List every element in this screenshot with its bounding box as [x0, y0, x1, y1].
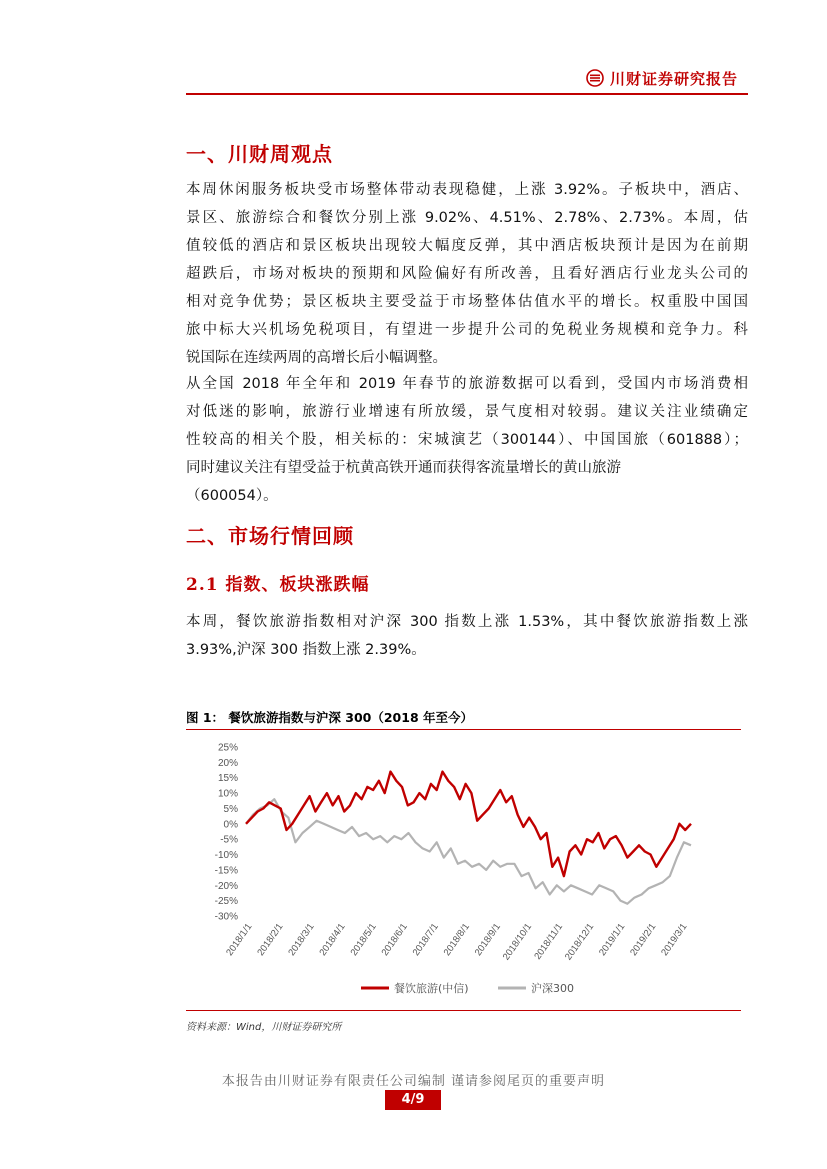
section-1-paragraph-2 [186, 370, 748, 510]
x-tick-label: 2018/2/1 [255, 921, 286, 959]
paragraph-line: 相对竞争优势；景区板块主要受益于市场整体估值水平的增长。权重股中国国 [186, 294, 748, 310]
page-number: 4/9 [385, 1090, 441, 1110]
paragraph-line: 本周休闲服务板块受市场整体带动表现稳健，上涨 3.92%。子板块中，酒店、 [186, 182, 748, 198]
paragraph-line: （600054）。 [186, 488, 278, 504]
paragraph-line: 超跌后，市场对板块的预期和风险偏好有所改善，且看好酒店行业龙头公司的 [186, 266, 748, 282]
x-tick-label: 2018/6/1 [379, 921, 410, 959]
paragraph-line: 景区、旅游综合和餐饮分别上涨 9.02%、4.51%、2.78%、2.73%。本周，估 [186, 210, 748, 226]
y-tick-label: 0% [223, 819, 238, 831]
x-tick-label: 2018/1/1 [224, 921, 255, 959]
y-tick-label: 5% [223, 803, 238, 815]
x-tick-label: 2018/7/1 [410, 921, 441, 959]
y-tick-label: -25% [214, 896, 238, 908]
y-tick-label: -20% [214, 880, 238, 892]
section-1-paragraph-1 [186, 176, 748, 372]
section-2-title: 二、市场行情回顾 [186, 524, 354, 548]
y-tick-label: 10% [217, 788, 238, 800]
paragraph-line: 旅中标大兴机场免税项目，有望进一步提升公司的免税业务规模和竞争力。科 [186, 322, 748, 338]
header-rule [186, 93, 748, 95]
x-tick-label: 2019/2/1 [628, 921, 659, 959]
y-tick-label: -15% [214, 865, 238, 877]
paragraph-line: 对低迷的影响，旅游行业增速有所放缓，景气度相对较弱。建议关注业绩确定 [186, 404, 748, 420]
x-tick-label: 2018/11/1 [532, 921, 566, 962]
paragraph-line: 本周，餐饮旅游指数相对沪深 300 指数上涨 1.53%，其中餐饮旅游指数上涨 [186, 614, 748, 630]
x-tick-label: 2019/1/1 [597, 921, 628, 959]
line-chart [186, 732, 741, 1008]
y-tick-label: 15% [217, 773, 238, 785]
paragraph-line: 值较低的酒店和景区板块出现较大幅度反弹，其中酒店板块预计是因为在前期 [186, 238, 748, 254]
x-tick-label: 2018/4/1 [317, 921, 348, 959]
x-tick-label: 2018/3/1 [286, 921, 317, 959]
y-tick-label: -5% [220, 834, 238, 846]
section-1-title: 一、川财周观点 [186, 142, 333, 166]
figure-title: 图 1： 餐饮旅游指数与沪深 300（2018 年至今） [186, 710, 473, 725]
paragraph-line: 3.93%,沪深 300 指数上涨 2.39%。 [186, 642, 426, 658]
figure-top-rule [186, 729, 741, 730]
page-header [186, 66, 748, 94]
y-tick-label: 20% [217, 757, 238, 769]
x-tick-label: 2018/5/1 [348, 921, 379, 959]
paragraph-line: 性较高的相关个股，相关标的：宋城演艺（300144）、中国国旅（601888）； [186, 432, 748, 448]
y-tick-label: -10% [214, 850, 238, 862]
section-2-1-paragraph [186, 608, 748, 664]
footer-disclaimer: 本报告由川财证券有限责任公司编制 谨请参阅尾页的重要声明 [221, 1074, 606, 1089]
y-tick-label: -30% [214, 911, 238, 923]
legend-label: 餐饮旅游(中信) [394, 982, 469, 995]
legend-label: 沪深300 [531, 982, 574, 995]
x-tick-label: 2018/12/1 [562, 921, 597, 963]
company-logo-icon [586, 69, 604, 87]
y-tick-label: 25% [217, 742, 238, 754]
paragraph-line: 从全国 2018 年全年和 2019 年春节的旅游数据可以看到，受国内市场消费相 [186, 376, 748, 392]
section-2-1-title: 2.1 指数、板块涨跌幅 [186, 575, 370, 595]
x-tick-label: 2019/3/1 [659, 921, 690, 959]
brand-name: 川财证券研究报告 [610, 70, 739, 88]
figure-bottom-rule [186, 1010, 741, 1011]
paragraph-line: 锐国际在连续两周的高增长后小幅调整。 [186, 350, 447, 366]
x-tick-label: 2018/10/1 [500, 921, 535, 963]
paragraph-line: 同时建议关注有望受益于杭黄高铁开通而获得客流量增长的黄山旅游 [186, 460, 621, 476]
figure-source: 资料来源：Wind，川财证券研究所 [186, 1022, 342, 1033]
x-tick-label: 2018/8/1 [441, 921, 472, 959]
x-tick-label: 2018/9/1 [472, 921, 504, 959]
